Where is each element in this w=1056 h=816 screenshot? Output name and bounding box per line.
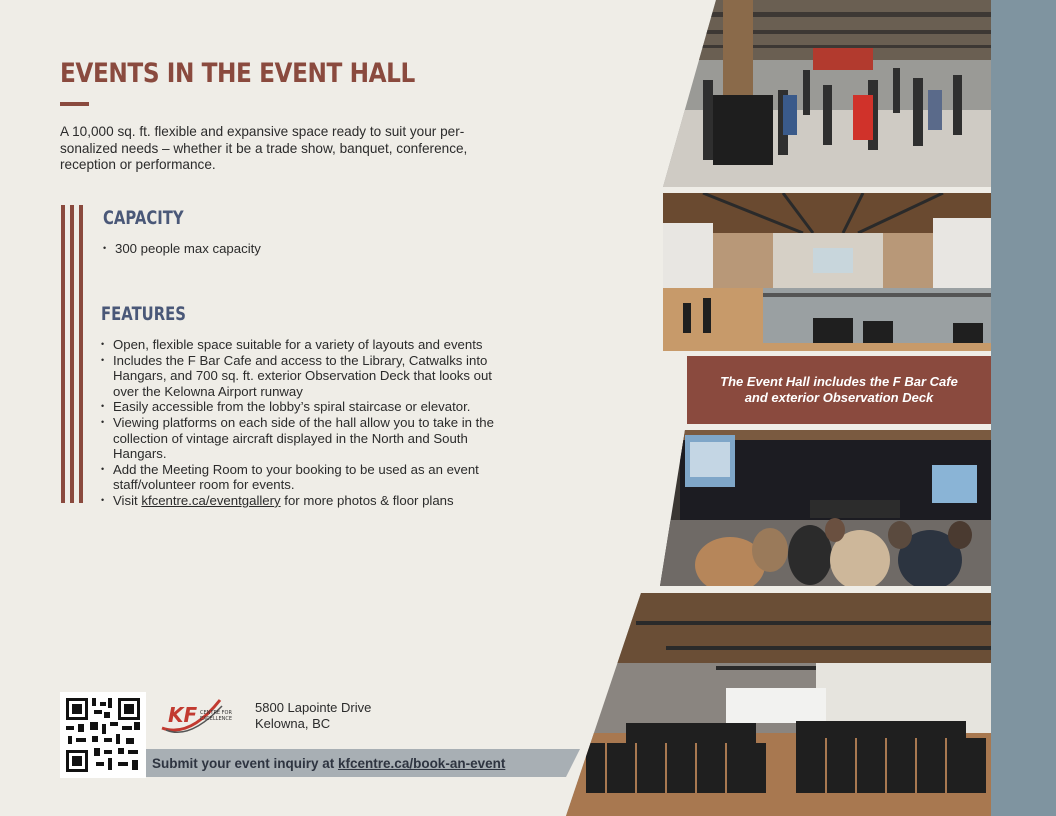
- event-hall-seating-photo: [566, 593, 991, 816]
- capacity-list: [103, 241, 503, 257]
- caption-line-1: The Event Hall includes the F Bar Cafe: [720, 374, 958, 389]
- event-hall-tradeshow-photo: [663, 0, 991, 187]
- list-item: [101, 493, 521, 509]
- features-heading: FEATURES: [101, 303, 186, 325]
- inquiry-prefix: Submit your event inquiry at: [152, 756, 339, 771]
- decorative-vertical-bar: [70, 205, 74, 503]
- list-item: • Easily accessible from the lobby’s spiral staircase or elevator.: [101, 399, 521, 415]
- event-gallery-link[interactable]: kfcentre.ca/eventgallery: [141, 492, 281, 508]
- gallery-suffix: for more photos & floor plans: [280, 492, 454, 508]
- capacity-heading: CAPACITY: [103, 207, 184, 229]
- gallery-prefix: Visit: [113, 492, 142, 508]
- list-item: • 300 people max capacity: [103, 241, 503, 257]
- list-item: • Open, flexible space suitable for a variety of layouts and events: [101, 337, 521, 353]
- features-list: [101, 337, 521, 509]
- inquiry-banner-text: [152, 756, 505, 771]
- logo-line-1: CENTRE FOR: [200, 710, 232, 716]
- title-underline: [60, 102, 89, 106]
- photo-caption: [687, 356, 991, 424]
- logo-line-2: EXCELLENCE: [200, 716, 232, 722]
- kf-centre-logo: [160, 690, 240, 738]
- qr-code[interactable]: [60, 692, 146, 778]
- address-city: Kelowna, BC: [255, 715, 331, 731]
- event-hall-interior-photo: [663, 193, 991, 351]
- decorative-vertical-bar: [61, 205, 65, 503]
- list-item: • Add the Meeting Room to your booking to be used as an event staff/volunteer room for events.: [101, 462, 521, 493]
- address-street: 5800 Lapointe Drive: [255, 700, 372, 715]
- intro-paragraph: A 10,000 sq. ft. flexible and expansive space ready to suit your per-sonalized needs – whether it be a trade show, banquet, conference, reception or performance.: [60, 124, 468, 172]
- event-hall-conference-photo: [660, 430, 991, 586]
- book-event-link[interactable]: kfcentre.ca/book-an-event: [338, 756, 506, 771]
- page-title: EVENTS IN THE EVENT HALL: [60, 58, 415, 89]
- decorative-vertical-bar: [79, 205, 83, 503]
- side-color-bar: [991, 0, 1056, 816]
- list-item: • Includes the F Bar Cafe and access to the Library, Catwalks into Hangars, and 700 sq. ft. exterior Observation Deck that looks out over the Kelowna Airport runway: [101, 353, 521, 400]
- address: [255, 700, 371, 731]
- list-item: • Viewing platforms on each side of the hall allow you to take in the collection of vintage aircraft displayed in the North and South Hangars.: [101, 415, 521, 462]
- caption-line-2: and exterior Observation Deck: [744, 390, 934, 405]
- logo-mark: KF: [168, 703, 198, 727]
